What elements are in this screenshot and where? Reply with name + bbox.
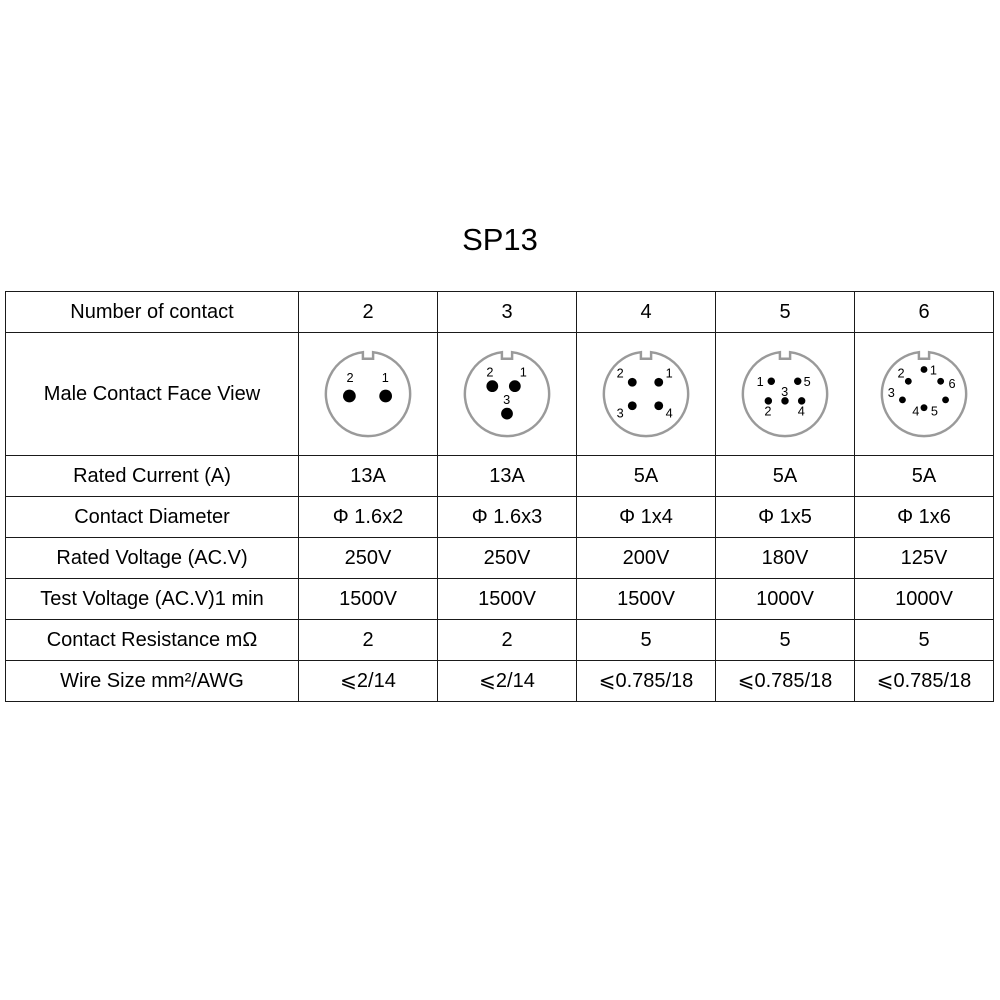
table-cell: 5 (577, 620, 716, 661)
table-cell: Φ 1x4 (577, 497, 716, 538)
table-cell: 1000V (716, 579, 855, 620)
pin-2 (343, 390, 356, 403)
pin-2 (486, 380, 498, 392)
table-cell: ⩽2/14 (438, 661, 577, 702)
6-pin-connector-face-icon (875, 345, 973, 443)
table-row-number-of-contact (6, 292, 994, 333)
pin-label: 1 (665, 365, 673, 381)
pin-4 (654, 401, 663, 410)
3-pin-connector-face-icon (458, 345, 556, 443)
spec-table (5, 291, 994, 702)
pin-label: 4 (797, 403, 805, 419)
pin-label: 1 (929, 362, 937, 378)
pin-label: 2 (616, 365, 624, 381)
pin-label: 3 (616, 405, 624, 421)
pin-label: 2 (346, 370, 354, 386)
table-row-male-contact-face-view (6, 333, 994, 456)
table-row-rated-current (6, 456, 994, 497)
row-label: Male Contact Face View (6, 333, 299, 456)
face-cell (299, 333, 438, 456)
table-cell: ⩽0.785/18 (716, 661, 855, 702)
pin-1 (654, 378, 663, 387)
table-cell: 5A (716, 456, 855, 497)
pin-label: 3 (503, 391, 511, 407)
face-cell (855, 333, 994, 456)
row-label: Wire Size mm²/AWG (6, 661, 299, 702)
pin-label: 1 (756, 374, 764, 390)
row-label: Rated Voltage (AC.V) (6, 538, 299, 579)
table-cell: 4 (577, 292, 716, 333)
table-cell: 5 (855, 620, 994, 661)
row-label: Contact Resistance mΩ (6, 620, 299, 661)
pin-4 (921, 404, 928, 411)
pin-label: 3 (781, 383, 789, 399)
face-cell (438, 333, 577, 456)
table-cell: 6 (855, 292, 994, 333)
row-label: Number of contact (6, 292, 299, 333)
table-row-test-voltage (6, 579, 994, 620)
table-cell: Φ 1x6 (855, 497, 994, 538)
table-cell: 1500V (438, 579, 577, 620)
face-cell (716, 333, 855, 456)
row-label: Test Voltage (AC.V)1 min (6, 579, 299, 620)
pin-1 (921, 366, 928, 373)
table-cell: 125V (855, 538, 994, 579)
table-cell: 2 (438, 620, 577, 661)
table-cell: ⩽0.785/18 (577, 661, 716, 702)
table-row-contact-resistance (6, 620, 994, 661)
pin-label: 6 (948, 376, 956, 392)
pin-5 (942, 396, 949, 403)
pin-3 (899, 396, 906, 403)
pin-label: 1 (519, 364, 527, 380)
face-cell (577, 333, 716, 456)
table-cell: 5A (855, 456, 994, 497)
pin-label: 1 (381, 370, 389, 386)
5-pin-connector-face-icon (736, 345, 834, 443)
table-cell: 1500V (577, 579, 716, 620)
pin-1 (379, 390, 392, 403)
row-label: Rated Current (A) (6, 456, 299, 497)
pin-label: 2 (764, 403, 772, 419)
table-cell: 3 (438, 292, 577, 333)
pin-label: 2 (486, 364, 494, 380)
table-cell: Φ 1x5 (716, 497, 855, 538)
pin-label: 3 (887, 384, 895, 400)
pin-3 (628, 401, 637, 410)
pin-2 (628, 378, 637, 387)
table-cell: 1500V (299, 579, 438, 620)
pin-label: 4 (912, 403, 920, 419)
table-cell: Φ 1.6x3 (438, 497, 577, 538)
pin-5 (794, 378, 801, 385)
pin-3 (501, 408, 513, 420)
pin-1 (509, 380, 521, 392)
table-row-rated-voltage (6, 538, 994, 579)
4-pin-connector-face-icon (597, 345, 695, 443)
table-cell: 250V (438, 538, 577, 579)
table-cell: ⩽2/14 (299, 661, 438, 702)
table-cell: 13A (299, 456, 438, 497)
pin-1 (768, 378, 775, 385)
pin-6 (937, 378, 944, 385)
table-cell: 2 (299, 620, 438, 661)
table-cell: 5 (716, 620, 855, 661)
table-row-wire-size (6, 661, 994, 702)
table-cell: 5A (577, 456, 716, 497)
table-cell: 180V (716, 538, 855, 579)
table-cell: 2 (299, 292, 438, 333)
table-cell: Φ 1.6x2 (299, 497, 438, 538)
pin-label: 2 (897, 365, 905, 381)
table-cell: 1000V (855, 579, 994, 620)
table-cell: 13A (438, 456, 577, 497)
table-cell: ⩽0.785/18 (855, 661, 994, 702)
table-cell: 200V (577, 538, 716, 579)
pin-label: 5 (930, 403, 938, 419)
table-cell: 250V (299, 538, 438, 579)
page-title: SP13 (462, 222, 538, 257)
table-row-contact-diameter (6, 497, 994, 538)
pin-label: 5 (803, 374, 811, 390)
pin-label: 4 (665, 405, 673, 421)
2-pin-connector-face-icon (319, 345, 417, 443)
pin-2 (905, 378, 912, 385)
row-label: Contact Diameter (6, 497, 299, 538)
table-cell: 5 (716, 292, 855, 333)
